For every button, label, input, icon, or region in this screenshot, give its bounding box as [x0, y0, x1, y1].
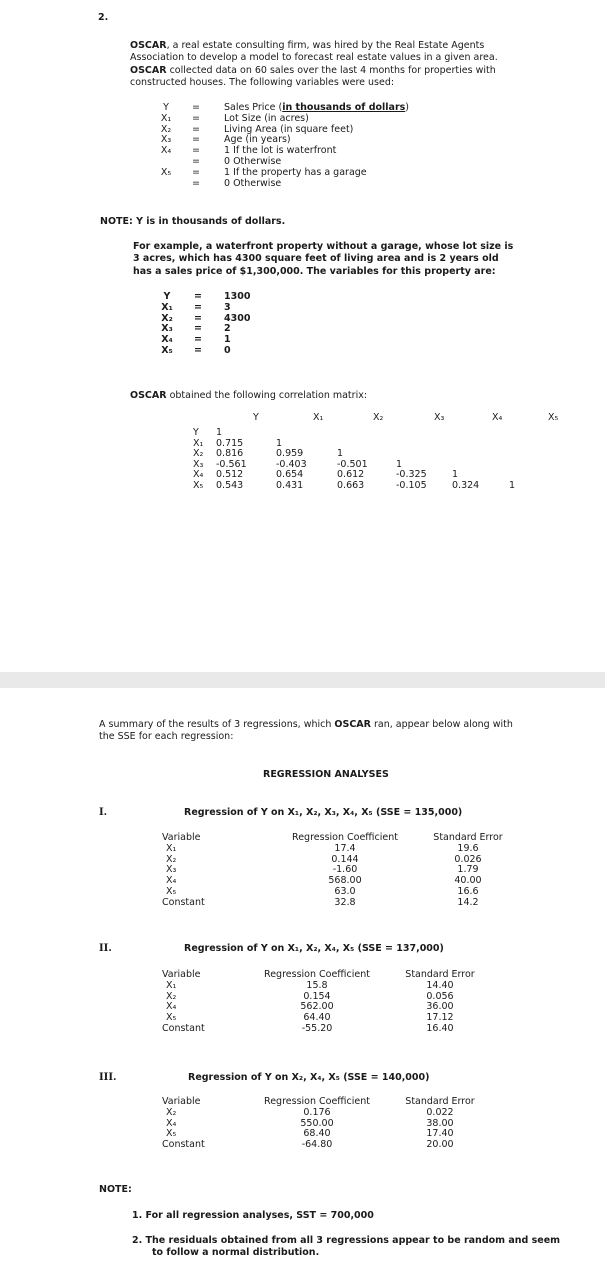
intro-line-4: constructed houses. The following variables were used:: [130, 76, 395, 88]
reg2-variables: [162, 970, 205, 1035]
variable-header: Variable: [162, 1096, 201, 1107]
var-desc: 1 If the property has a garage: [224, 166, 367, 178]
corr-cell: 0.512: [216, 469, 244, 481]
corr-cell: -0.561: [216, 458, 247, 470]
intro-line-3: OSCAR collected data on 60 sales over the last 4 months for properties with: [130, 64, 496, 76]
reg-se: 0.056: [426, 990, 454, 1002]
note-y-units: NOTE: Y is in thousands of dollars.: [100, 216, 286, 227]
example-symbol: X₁: [161, 301, 173, 313]
se-header: Standard Error: [405, 969, 475, 980]
equals-sign: =: [192, 177, 200, 189]
corr-col-x5: [509, 481, 515, 492]
reg1-variables: [162, 833, 205, 909]
example-symbols: [160, 292, 174, 357]
var-desc: Age (in years): [224, 134, 291, 146]
var-symbol: X₂: [160, 123, 172, 135]
coef-header: Regression Coefficient: [292, 832, 398, 843]
reg-variable: X₅: [166, 1012, 177, 1024]
example-symbol: X₂: [161, 312, 173, 324]
reg-variable: X₅: [166, 1128, 177, 1140]
reg-variable: X₄: [166, 1001, 177, 1013]
page-2: [0, 688, 605, 1280]
reg-coef: 17.4: [334, 842, 356, 854]
corr-row-label: X₁: [193, 437, 204, 449]
corr-cell: 1: [216, 427, 223, 438]
var-desc: Living Area (in square feet): [224, 123, 354, 135]
corr-header: Y: [253, 412, 259, 423]
reg-coef: 550.00: [300, 1117, 334, 1129]
corr-row-labels: [193, 428, 203, 492]
corr-cell: 0.816: [216, 448, 244, 460]
reg-se: 1.79: [457, 864, 479, 876]
reg-se: 0.022: [426, 1106, 454, 1118]
corr-row-label: Y: [193, 427, 199, 438]
reg-se: 16.40: [426, 1022, 454, 1034]
corr-col-x2: [337, 449, 368, 491]
summary-text: A summary of the results of 3 regressions, which OSCAR ran, appear below along with: [99, 719, 513, 730]
example-value: 0: [224, 344, 231, 356]
corr-cell: -0.325: [396, 469, 427, 481]
reg-constant-label: Constant: [162, 1139, 205, 1151]
reg-constant-label: Constant: [162, 896, 205, 908]
corr-cell: 0.324: [452, 479, 480, 491]
var-desc: 0 Otherwise: [224, 155, 282, 167]
var-symbol: [160, 179, 172, 190]
reg-variable: X₅: [166, 885, 177, 897]
reg-se: 36.00: [426, 1001, 454, 1013]
var-symbol: X₁: [160, 112, 172, 124]
reg-se: 17.12: [426, 1012, 454, 1024]
reg-variable: X₂: [166, 1106, 177, 1118]
reg-se: 14.40: [426, 979, 454, 991]
equals-sign: =: [194, 291, 202, 302]
example-value: 2: [224, 323, 231, 335]
reg-coef: 68.40: [303, 1128, 331, 1140]
var-desc-y: Sales Price (in thousands of dollars): [224, 102, 410, 113]
final-note-item-2: 2. The residuals obtained from all 3 regressions appear to be random and seem: [132, 1235, 561, 1246]
reg2-numeral: II.: [99, 943, 112, 954]
underlined-units: in thousands of dollars: [282, 102, 406, 113]
reg-se: 38.00: [426, 1117, 454, 1129]
equals-sign: =: [194, 344, 202, 356]
reg3-coefficients: [257, 1097, 377, 1151]
regression-heading: REGRESSION ANALYSES: [263, 769, 389, 780]
reg-se: 20.00: [426, 1139, 454, 1151]
equals-sign: =: [194, 334, 202, 346]
reg-coef: 63.0: [334, 885, 356, 897]
example-line: 3 acres, which has 4300 square feet of living area and is 2 years old: [133, 253, 499, 265]
final-note-label: NOTE:: [99, 1184, 132, 1195]
equals-sign: =: [192, 166, 200, 178]
reg-coef: -64.80: [301, 1139, 333, 1151]
equals-sign: =: [194, 312, 202, 324]
reg-coef: 568.00: [328, 875, 362, 887]
intro-line-1: OSCAR, a real estate consulting firm, was hired by the Real Estate Agents: [130, 40, 485, 51]
reg1-numeral: I.: [99, 807, 108, 818]
corr-header: X₃: [434, 412, 445, 423]
final-note-item-1: 1. For all regression analyses, SST = 700,000: [132, 1210, 374, 1221]
reg-variable: X₄: [166, 1117, 177, 1129]
example-value: 3: [224, 301, 231, 313]
corr-cell: 1: [509, 480, 516, 491]
reg3-title: Regression of Y on X₂, X₄, X₅ (SSE = 140,000): [188, 1072, 430, 1083]
reg-se: 40.00: [454, 875, 482, 887]
intro-line-2: Association to develop a model to forecast real estate values in a given area.: [130, 52, 498, 64]
reg2-title: Regression of Y on X₁, X₂, X₄, X₅ (SSE = 137,000): [184, 943, 444, 954]
variable-equals: [191, 103, 201, 189]
corr-header: X₅: [548, 412, 559, 423]
corr-cell: 0.654: [276, 469, 304, 481]
equals-sign: =: [192, 155, 200, 167]
var-desc: 0 Otherwise: [224, 177, 282, 189]
summary-paragraph: [99, 719, 513, 744]
corr-cell: 1: [337, 448, 344, 460]
corr-intro: OSCAR obtained the following correlation matrix:: [130, 390, 368, 401]
example-symbol: X₃: [161, 323, 173, 335]
reg-variable: X₁: [166, 979, 177, 991]
corr-cell: -0.403: [276, 458, 307, 470]
example-value: 1: [224, 334, 231, 346]
corr-header: X₁: [313, 412, 324, 423]
reg-coef: 562.00: [300, 1001, 334, 1013]
reg2-coefficients: [257, 970, 377, 1035]
reg3-std-errors: [400, 1097, 480, 1151]
corr-col-x3: [396, 460, 427, 492]
corr-row-label: X₃: [193, 458, 204, 470]
corr-col-y: [216, 428, 247, 492]
example-symbol: X₄: [161, 334, 173, 346]
example-symbol: X₅: [161, 344, 173, 356]
example-value: 4300: [224, 312, 251, 324]
reg3-variables: [162, 1097, 205, 1151]
se-header: Standard Error: [405, 1096, 475, 1107]
se-header: Standard Error: [433, 832, 503, 843]
corr-cell: 1: [396, 458, 403, 470]
summary-line-1: [99, 719, 513, 731]
corr-header: X₄: [492, 412, 503, 423]
reg-variable: X₄: [166, 875, 177, 887]
variable-header: Variable: [162, 969, 201, 980]
reg-coef: 32.8: [334, 896, 356, 908]
reg-se: 14.2: [457, 896, 479, 908]
var-desc: Lot Size (in acres): [224, 112, 309, 124]
final-note-item-2-cont: to follow a normal distribution.: [152, 1247, 320, 1258]
reg-coef: 0.144: [331, 853, 359, 865]
var-symbol: Y: [163, 102, 169, 113]
reg-coef: 0.176: [303, 1106, 331, 1118]
example-equals: [193, 292, 203, 357]
reg1-std-errors: [428, 833, 508, 909]
reg-variable: X₂: [166, 990, 177, 1002]
equals-sign: =: [192, 134, 200, 146]
reg-coef: 0.154: [303, 990, 331, 1002]
corr-cell: 0.431: [276, 479, 304, 491]
reg-se: 16.6: [457, 885, 479, 897]
reg1-title: Regression of Y on X₁, X₂, X₃, X₄, X₅ (SSE = 135,000): [184, 807, 463, 818]
reg-se: 17.40: [426, 1128, 454, 1140]
coef-header: Regression Coefficient: [264, 969, 370, 980]
corr-cell: 0.715: [216, 437, 244, 449]
example-line: has a sales price of $1,300,000. The variables for this property are:: [133, 265, 496, 277]
coef-header: Regression Coefficient: [264, 1096, 370, 1107]
corr-cell: 1: [452, 469, 459, 481]
intro-paragraph: [130, 40, 498, 89]
corr-cell: 0.959: [276, 448, 304, 460]
reg-coef: 64.40: [303, 1012, 331, 1024]
reg-variable: X₃: [166, 864, 177, 876]
corr-cell: -0.501: [337, 458, 368, 470]
example-values: [224, 292, 250, 357]
example-paragraph: [133, 241, 513, 278]
equals-sign: =: [192, 123, 200, 135]
reg3-numeral: III.: [99, 1072, 117, 1083]
reg-coef: -1.60: [332, 864, 358, 876]
corr-header: X₂: [373, 412, 384, 423]
corr-cell: 0.663: [337, 479, 365, 491]
equals-sign: =: [192, 102, 200, 113]
var-symbol: X₅: [160, 166, 172, 178]
corr-row-label: X₂: [193, 448, 204, 460]
reg-se: 0.026: [454, 853, 482, 865]
reg-coef: -55.20: [301, 1022, 333, 1034]
reg1-coefficients: [285, 833, 405, 909]
corr-cell: 0.543: [216, 479, 244, 491]
corr-col-x4: [452, 470, 479, 491]
question-number: 2.: [98, 12, 109, 23]
variable-header: Variable: [162, 832, 201, 843]
corr-cell: -0.105: [396, 479, 427, 491]
example-line: For example, a waterfront property without a garage, whose lot size is: [133, 241, 514, 252]
corr-row-label: X₄: [193, 469, 204, 481]
equals-sign: =: [194, 323, 202, 335]
reg2-std-errors: [400, 970, 480, 1035]
reg-constant-label: Constant: [162, 1022, 205, 1034]
reg-variable: X₁: [166, 842, 177, 854]
reg-variable: X₂: [166, 853, 177, 865]
equals-sign: =: [192, 145, 200, 157]
reg-coef: 15.8: [306, 979, 328, 991]
var-desc: 1 If the lot is waterfront: [224, 145, 337, 157]
variable-descriptions: [224, 103, 409, 189]
var-symbol: X₃: [160, 134, 172, 146]
variable-symbols: [160, 103, 172, 189]
corr-col-x1: [276, 439, 307, 492]
equals-sign: =: [192, 112, 200, 124]
example-value: 1300: [224, 291, 251, 302]
reg-se: 19.6: [457, 842, 479, 854]
corr-row-label: X₅: [193, 479, 204, 491]
equals-sign: =: [194, 301, 202, 313]
corr-cell: 0.612: [337, 469, 365, 481]
example-symbol: Y: [163, 291, 171, 302]
corr-cell: 1: [276, 437, 283, 449]
var-symbol: X₄: [160, 145, 172, 157]
summary-line-2: the SSE for each regression:: [99, 731, 234, 743]
